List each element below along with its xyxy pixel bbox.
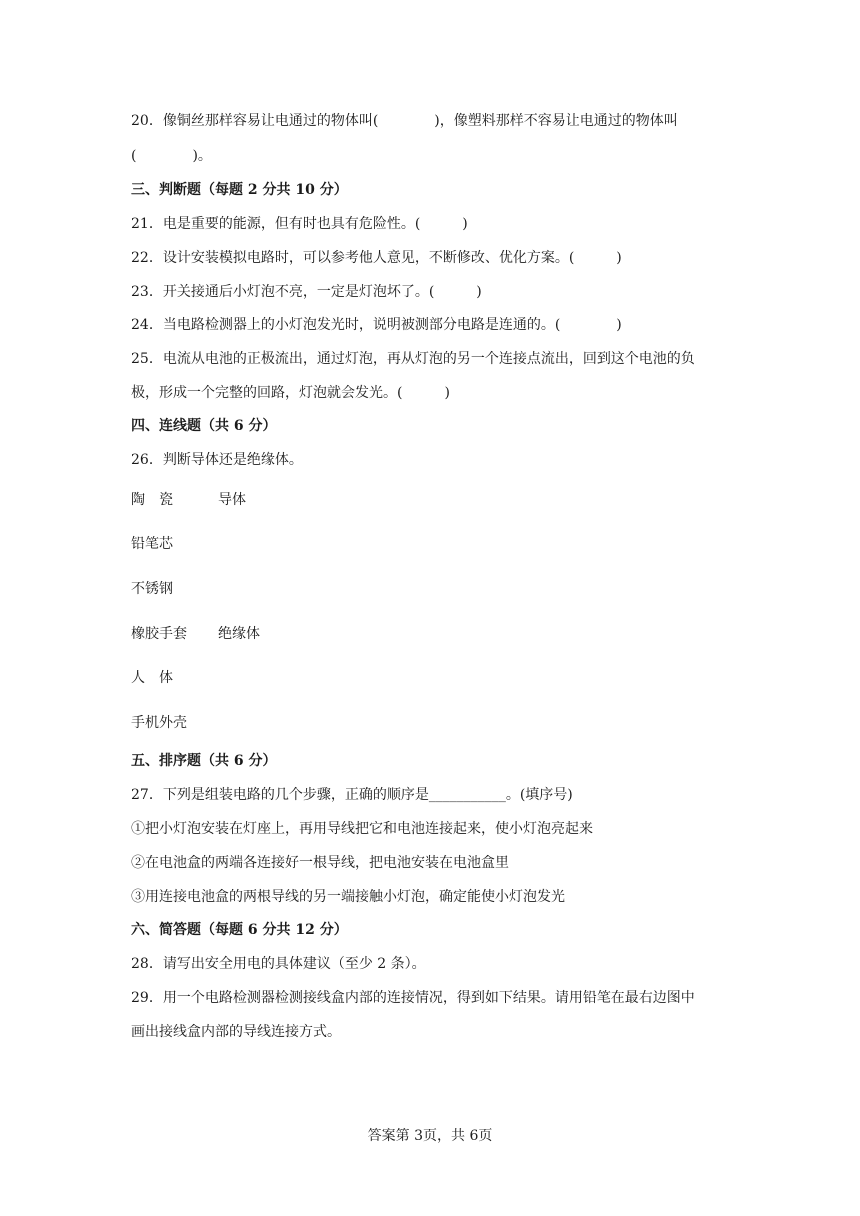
matching-left-item: 铅笔芯 xyxy=(131,536,173,552)
matching-left-item: 手机外壳 xyxy=(131,715,187,731)
q27-step: ③用连接电池盒的两根导线的另一端接触小灯泡，确定能使小灯泡发光 xyxy=(131,889,565,905)
q23: 23．开关接通后小灯泡不亮，一定是灯泡坏了。( ) xyxy=(131,284,482,300)
matching-left-item: 人 体 xyxy=(131,670,173,686)
section-3-heading: 三、判断题（每题 2 分共 10 分） xyxy=(131,182,348,198)
page-footer: 答案第 3页，共 6页 xyxy=(367,1128,493,1144)
section-6-heading: 六、简答题（每题 6 分共 12 分） xyxy=(131,922,348,938)
section-5-heading: 五、排序题（共 6 分） xyxy=(131,753,277,769)
q29-line1: 29．用一个电路检测器检测接线盒内部的连接情况，得到如下结果。请用铅笔在最右边图中 xyxy=(131,990,695,1006)
q27: 27．下列是组装电路的几个步骤，正确的顺序是___________。(填序号) xyxy=(131,787,573,803)
q26: 26．判断导体还是绝缘体。 xyxy=(131,452,303,468)
q20-line2: ( )。 xyxy=(131,148,212,164)
q20-line1: 20．像铜丝那样容易让电通过的物体叫( )，像塑料那样不容易让电通过的物体叫 xyxy=(131,113,678,129)
q24: 24．当电路检测器上的小灯泡发光时，说明被测部分电路是连通的。( ) xyxy=(131,317,622,333)
q25-line2: 极，形成一个完整的回路，灯泡就会发光。( ) xyxy=(131,385,450,401)
matching-right-insulator: 绝缘体 xyxy=(218,626,260,642)
q22: 22．设计安装模拟电路时，可以参考他人意见，不断修改、优化方案。( ) xyxy=(131,250,622,266)
matching-left-item: 橡胶手套 xyxy=(131,626,187,642)
q25-line1: 25．电流从电池的正极流出，通过灯泡，再从灯泡的另一个连接点流出，回到这个电池的负 xyxy=(131,351,695,367)
q27-step: ①把小灯泡安装在灯座上，再用导线把它和电池连接起来，使小灯泡亮起来 xyxy=(131,821,593,837)
matching-left-item: 不锈钢 xyxy=(131,581,173,597)
matching-right-conductor: 导体 xyxy=(218,492,246,508)
q29-line2: 画出接线盒内部的导线连接方式。 xyxy=(131,1024,341,1040)
q28: 28．请写出安全用电的具体建议（至少 2 条）。 xyxy=(131,956,426,972)
q27-step: ②在电池盒的两端各连接好一根导线，把电池安装在电池盒里 xyxy=(131,855,509,871)
matching-left-item: 陶 瓷 xyxy=(131,492,173,508)
q21: 21．电是重要的能源，但有时也具有危险性。( ) xyxy=(131,216,468,232)
section-4-heading: 四、连线题（共 6 分） xyxy=(131,418,277,434)
